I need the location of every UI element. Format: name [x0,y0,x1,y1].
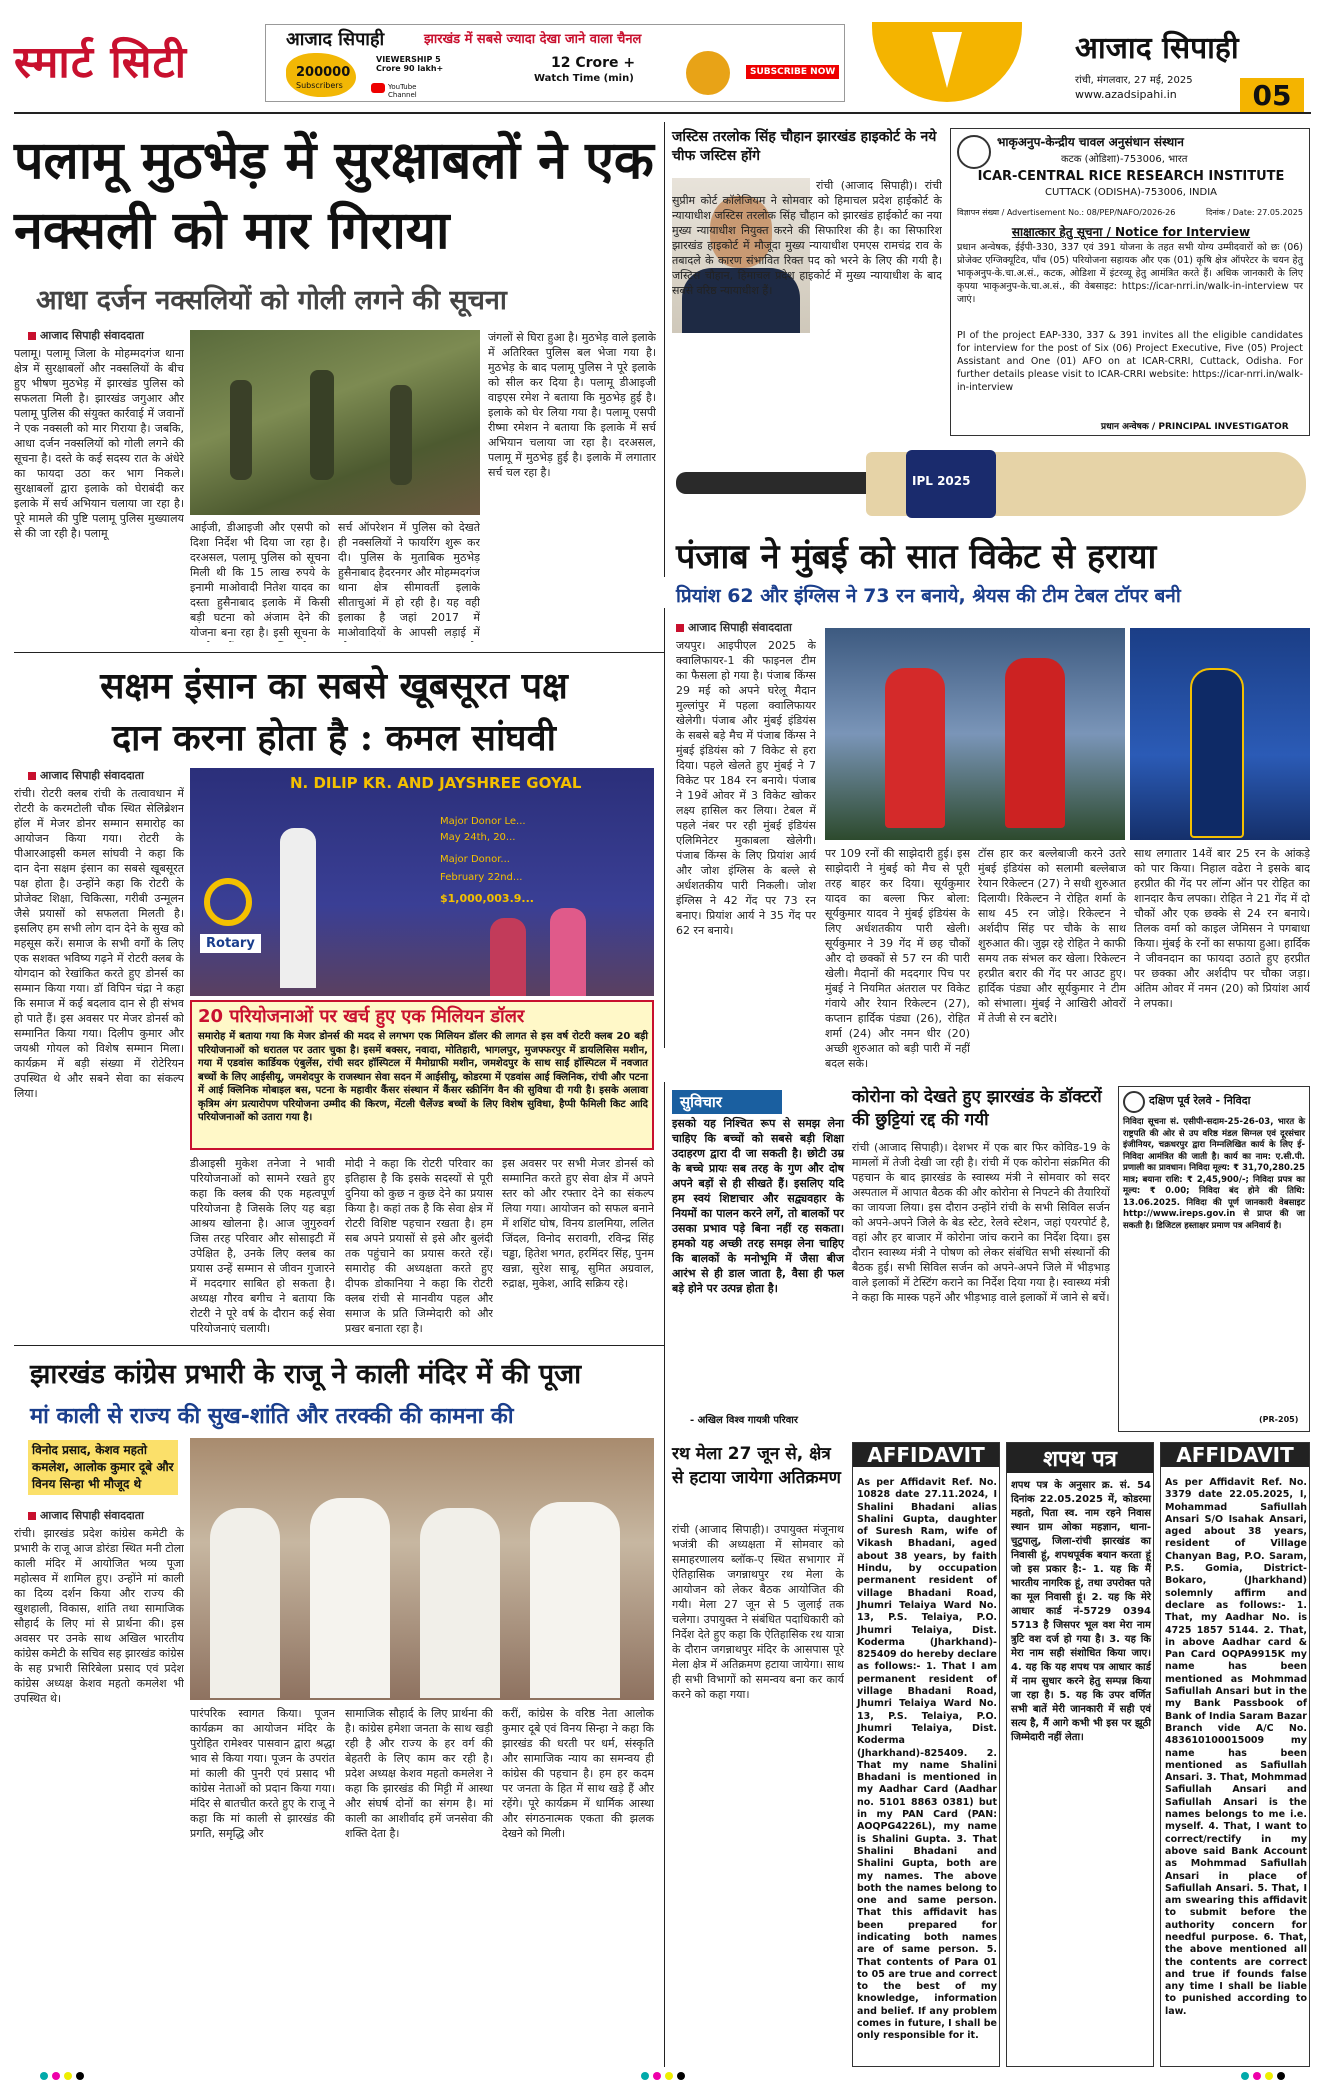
ipl-col3: टॉस हार कर बल्लेबाजी करने उतरे मुंबई इंडियंस को सलामी बल्लेबाज रेयान रिकेल्टन (27) ने सधी शुरुआत दिलायी। रिकेल्टन ने रोहित शर्मा के साथ 45 रन जोड़े। रिकेल्टन ने अर्शदीप सिंह पर चौके के साथ शुरुआत की। जुझ रहे रोहित ने काफी समय तक संभल कर खेला। रिकेल्टन हरप्रीत बरार की गेंद पर आउट हुए। हार्दिक पंड्या और सूर्यकुमार ने टीम को संभाला। मुंबई ने आखिरी ओवरों में तेजी से रन बटोरे। [978,847,1126,1025]
rotary-logo-icon [204,878,252,926]
subscribe-badge: SUBSCRIBE NOW [746,65,839,79]
page-number: 05 [1240,78,1304,114]
photo-label-5: $1,000,003.9... [440,892,534,905]
masthead-rule [14,112,1311,114]
photo-label-1: Major Donor Le... [440,816,526,827]
corona-body: रांची (आजाद सिपाही)। देशभर में एक बार फिर कोविड-19 के मामलों में तेजी देखी जा रही है। रांची में एक कोरोना संक्रमित की पहचान के बाद झारखंड के स्वास्थ्य मंत्री ने सोमवार को सदर अस्पताल में आपात बैठक की और कोरोना से निपटने की तैयारियों का जायजा लिया। इस दौरान उन्होंने रांची के सभी सिविल सर्जन को अपने-अपने जिले के बेड स्टेट, रेलवे स्टेशन, जहां एयरपोर्ट है, वहां और हर बाजार में कोरोना जांच कराने का निर्देश दिया। इस दौरान स्वास्थ्य मंत्री ने पोषण को लेकर संबंधित सभी संस्थानों की बैठक हुई। सभी सिविल सर्जन को अपने-अपने जिले में भीड़भाड़ वाले इलाकों में टेस्टिंग कराने का निर्देश दिया गया है। स्वास्थ्य मंत्री ने कहा कि मास्क पहनें और भीड़भाड़ वाले इलाकों में जाने से बचें। [852,1141,1110,1304]
corona-headline: कोरोना को देखते हुए झारखंड के डॉक्टरों की छुट्टियां रद्द की गयी [852,1087,1102,1130]
thought-author: - अखिल विश्व गायत्री परिवार [690,1415,798,1426]
rotary-project-box [190,1000,654,1150]
story3-headline-line2: दान करना होता है : कमल सांघवी [112,717,556,759]
affidavit-2-body: शपथ पत्र के अनुसार क्र. सं. 54 दिनांक 22.05.2025 में, कोडरमा महतो, पिता स्व. नाम रहने निवास स्थान ग्राम ओका महज्ञान, थाना-चुटुपालु, जिला-रांची झारखंड का निवासी हूं, शपथपूर्वक बयान करता हूं जो इस प्रकार है:- 1. यह कि मैं भारतीय नागरिक हूं, तथा उपरोक्त पते का मूल निवासी हूं। 2. यह कि मेरे आधार कार्ड नं-5729 0394 5713 है जिसपर भूल वश मेरा नाम त्रुटि वश दर्ज हो गया है। 3. यह कि मेरा नाम सही संशोधित किया जाए। 4. यह कि यह शपथ पत्र आधार कार्ड में नाम सुधार करने हेतु सम्पन्न किया जा रहा है। 5. यह कि उपर वर्णित सभी बातें मेरी जानकारी में सही एवं सत्य है, मैं आगे कभी भी इस पर झूठी जिम्मेदारी नहीं लेता। [1011,1480,1151,1743]
registration-marks [40,2072,1285,2082]
icar-city-en: CUTTACK (ODISHA)-753006, INDIA [1044,187,1218,198]
thought-body: इसको यह निश्चित रूप से समझ लेना चाहिए कि बच्चों को सबसे बड़ी शिक्षा उदाहरण द्वारा दी जा सकती है। छोटी उम्र के बच्चे प्रायः सब तरह के गुण और दोष अपने बड़ों से ही सीखते हैं। इसलिए यदि हम स्वयं शिष्टाचार और सद्व्यवहार के नियमों का पालन करने लगें, तो बालकों पर उसका प्रभाव पड़े बिना नहीं रह सकता। हमको यह अच्छी तरह समझ लेना चाहिए कि बालकों के मनोभूमि में जैसा बीज आरंभ से ही डाल जाता है, वैसा ही फल बड़े होने पर उत्पन्न होता है। [672,1117,844,1295]
ipl-col1: जयपुर। आइपीएल 2025 के क्वालिफायर-1 की फाइनल टीम का फैसला हो गया है। पंजाब किंग्स 29 मई को अपने घरेलू मैदान मुल्लांपुर में पहला क्वालिफायर खेलेगी। पंजाब और मुंबई इंडियंस के सबसे बड़े मैच में पंजाब किंग्स ने मुंबई इंडियंस को 7 विकेट से हरा दिया। पहले खेलते हुए मुंबई ने 7 विकेट पर 184 रन बनाये। पंजाब ने 19वें ओवर में 3 विकेट खोकर लक्ष्य हासिल कर लिया। टेबल में पहले नंबर पर रही मुंबई इंडियंस एलिमिनेटर मुकाबला खेलेगी। पंजाब किंग्स के लिए प्रियांश आर्य और जोश इंग्लिस के बल्ले से अर्धशतकीय पारी निकली। जोश इंग्लिस ने 42 गेंद पर 73 रन बनाए। प्रियांश आर्य ने 35 गेंद पर 62 रन बनाये। [676,639,816,937]
site-url: www.azadsipahi.in [1075,88,1177,101]
banner-subs-label: Subscribers [296,81,343,90]
story1-col4: जंगलों से घिरा हुआ है। मुठभेड़ वाले इलाके में अतिरिक्त पुलिस बल भेजा गया है। मुठभेड़ के बाद पलामू पुलिस ने पूरे इलाके को सील कर दिया है। पलामू डीआइजी वाइएस रमेश ने बताया कि मुठभेड़ हुई है। इलाके को घेर लिया गया है। पलामू एसपी रीष्मा रमेशन ने बताया कि इलाके में सर्च अभियान चलाया जा रहा है। दरअसल, पलामू में मुठभेड़ हुई है। इलाके में लगातार सर्च चल रहा है। [488,331,656,479]
ipl-title: IPL 2025 [912,474,971,488]
banner-views: 12 Crore + [551,55,636,71]
ipl-byline: आजाद सिपाही संवाददाता [676,620,792,635]
story1-col1: पलामू। पलामू जिला के मोहम्मदगंज थाना क्षेत्र में सुरक्षाबलों और नक्सलियों के बीच हुए भीषण मुठभेड़ में झारखंड पुलिस को सफलता मिली है। झारखंड जगुआर और पलामू पुलिस की संयुक्त कार्रवाई में जवानों ने एक नक्सली को मार गिराया है। जबकि, आधा दर्जन नक्सलियों को गोली लगने की सूचना है। दस्ते के कई सदस्य रात के अंधेरे का फायदा उठा कर भाग निकले। सुरक्षाबलों द्वारा इलाके को घेराबंदी कर इलाके में सर्च अभियान चलाया जा रहा है। पूरे मामले की पुष्टि पलामू पुलिस मुख्यालय से की जा रही है। पलामू [14,347,184,540]
story4-caption: विनोद प्रसाद, केशव महतो कमलेश, आलोक कुमार दूबे और विनय सिन्हा भी मौजूद थे [28,1440,178,1495]
icar-para-en: PI of the project EAP-330, 337 & 391 invites all the eligible candidates for interview for the post of Six (06) Project Executive, Five (05) Project Assistant and One (01) AFO on at ICAR-CRRI, Cuttack, Odisha. For further details please visit to ICAR-CRRI website: https://icar-nrri.in/walk-in-interview [957,330,1303,393]
story3-col2: डीआइसी मुकेश तनेजा ने भावी परियोजनाओं को सामने रखते हुए कहा कि क्लब की एक महत्वपूर्ण परियोजना है जिसके लिए यह बड़ा आश्रय खोलना है। आज जुगुरुवर्ग जिस तरह परिवार और सोसाइटी में उपेक्षित है, उनके लिए क्लब का प्रयास उन्हें सम्मान से जीवन गुजारने में मददगार साबित हो सकता है। अध्यक्ष गौरव बगीच ने बताया कि रोटरी ने पूरे वर्ष के दौरान कई सेवा परियोजनाएं चलायी। [190,1157,335,1335]
icar-para-hi: प्रधान अन्वेषक, ईईपी-330, 337 एवं 391 योजना के तहत सभी योग्य उम्मीदवारों को छः (06) प्रोजेक्ट एग्जिक्यूटिव, पाँच (05) परियोजना सहायक और एक (01) कृषि क्षेत्र ऑपरेटर के चयन हेतु भाकृअनुप-के.चा.अ.सं., कटक, ओडिशा में इंटरव्यू हेतु आमंत्रित करते हैं। अधिक जानकारी के लिए कृपया भाकृअनुप-के.चा.अ.सं., की वेबसाइट: https://icar-nrri.in/walk-in-interview पर जाएं। [957,242,1303,305]
icar-logo-icon [957,135,991,169]
banner-brand: आजाद सिपाही [286,29,385,50]
photo-banner-text: N. DILIP KR. AND JAYSHREE GOYAL [290,774,582,792]
story4-byline: आजाद सिपाही संवाददाता [28,1508,144,1523]
story4-headline: झारखंड कांग्रेस प्रभारी के राजू ने काली मंदिर में की पूजा [30,1359,582,1390]
affidavit-1-body: As per Affidavit Ref. No. 10828 date 27.11.2024, I Shalini Bhadani alias Shalini Gupta, daughter of Suresh Ram, wife of Vikash Bhadani, aged about 38 years, by faith Hindu, by occupation permanent resident of village Bhadani Road, Jhumri Telaiya Ward No. 13, P.S. Telaiya, P.O. Jhumri Telaiya, Dist. Koderma (Jharkhand)- 825409 do hereby declare as follows:- 1. That I am permanent resident of village Bhadani Road, Jhumri Telaiya Ward No. 13, P.S. Telaiya, P.O. Jhumri Telaiya, Dist. Koderma (Jharkhand)-825409. 2. That my name Shalini Bhadani is mentioned in my Aadhar Card (Aadhar no. 5101 8863 0381) but in my PAN Card (PAN: AOQPG4226L), my name is Shalini Gupta. 3. That Shalini Bhadani and Shalini Gupta, both are my names. The above both the names belong to one and same person. That this affidavit has been prepared for indicating both names are of same person. 5. That contents of Para 01 to 05 are true and correct to the best of my knowledge, information and belief. If any problem comes in future, I shall be only responsible for it. [857,1477,997,2042]
story4-subheadline: मां काली से राज्य की सुख-शांति और तरक्की की कामना की [30,1404,514,1429]
railway-tender [1118,1086,1310,1432]
banner-subs: 200000 [296,65,351,80]
icar-adv-no: विज्ञापन संख्या / Advertisement No.: 08/PEP/NAFO/2026-26 [957,208,1176,217]
icar-name-hi: भाकृअनुप-केन्द्रीय चावल अनुसंधान संस्थान [997,135,1184,149]
story1-byline: आजाद सिपाही संवाददाता [28,328,144,343]
channel-banner [265,24,845,102]
story1-subheadline: आधा दर्जन नक्सलियों को गोली लगने की सूचना [36,285,507,316]
rathmela-body: रांची (आजाद सिपाही)। उपायुक्त मंजूनाथ भजंत्री की अध्यक्षता में सोमवार को समाहरणालय ब्लॉक-ए स्थित सभागार में ऐतिहासिक जगन्नाथपुर रथ मेला के आयोजन को लेकर बैठक आयोजित की गयी। मेला 27 जून से 5 जुलाई तक चलेगा। उपायुक्त ने संबंधित पदाधिकारी को निर्देश देते हुए कहा कि ऐतिहासिक रथ यात्रा के दौरान जगन्नाथपुर मंदिर के आसपास पूरे मेला क्षेत्र में अतिक्रमण हटाया जायेगा। साथ ही सभी विभागों को समन्वय बना कर कार्य करने को कहा गया। [672,1523,844,1701]
ipl-subheadline: प्रियांश 62 और इंग्लिस ने 73 रन बनाये, श्रेयस की टीम टेबल टॉपर बनी [676,585,1181,607]
ipl-photo-batsmen [825,628,1125,840]
story1-headline: पलामू मुठभेड़ में सुरक्षाबलों ने एक नक्सली को मार गिराया [14,130,654,261]
icar-notice: साक्षात्कार हेतु सूचना / Notice for Interview [1011,225,1251,239]
thought-title: सुविचार [672,1090,782,1114]
banner-watch: Watch Time (min) [534,73,634,84]
icar-signature: प्रधान अन्वेषक / PRINCIPAL INVESTIGATOR [1101,422,1289,432]
affidavit-2-title: शपथ पत्र [1007,1443,1153,1473]
photo-label-3: Major Donor... [440,854,510,865]
story2-headline: जस्टिस तरलोक सिंह चौहान झारखंड हाइकोर्ट के नये चीफ जस्टिस होंगे [672,129,937,164]
affidavit-1-title: AFFIDAVIT [853,1443,999,1467]
rotary-event-photo [190,768,654,996]
encounter-photo [190,330,480,515]
banner-viewership: VIEWERSHIP 5 Crore 90 lakh+ [376,55,444,73]
paper-name: आजाद सिपाही [1075,31,1239,66]
ipl-col2: पर 109 रनों की साझेदारी हुई। इस साझेदारी ने मुंबई को मैच से पूरी तरह बाहर कर दिया। सूर्यकुमार यादव का बल्ला फिर बोला: सूर्यकुमार यादव ने मुंबई इंडियंस के लिए अर्धशतकीय पारी खेली। सूर्यकुमार ने 39 गेंद में छह चौकों और दो छक्कों से 57 रन की पारी खेली। मैदानों की मददगार पिच पर मुंबई ने नियमित अंतराल पर विकेट गंवाये और रेयान रिकेल्टन (27), कप्तान हार्दिक पंड्या (26), रोहित शर्मा (24) और नमन धीर (20) अच्छी शुरुआत को बड़ी पारी में नहीं बदल सके। [825,847,970,1070]
story3-col4: इस अवसर पर सभी मेजर डोनर्स को सम्मानित करते हुए सेवा क्षेत्र में अपने स्तर को और रफ्तार देने का संकल्प लिया गया। आयोजन को सफल बनाने में शशिंट घोष, विनय डालमिया, ललित जिंदल, विनोद सरावगी, रविन्द्र सिंह चड्ढा, हितेश भगत, हरमिंदर सिंह, पुनम खन्ना, सुरेश साबू, सुमित अग्रवाल, रुद्राक्ष, मुकेश, आदि सक्रिय रहे। [502,1157,654,1290]
affidavit-1 [852,1442,1000,2067]
story3-headline-line1: सक्षम इंसान का सबसे खूबसूरत पक्ष [100,665,568,707]
story4-col3: सामाजिक सौहार्द के लिए प्रार्थना की है। कांग्रेस हमेशा जनता के साथ खड़ी रही है और राज्य के हर वर्ग की बेहतरी के लिए काम कर रही है। प्रदेश अध्यक्ष केशव महतो कमलेश ने कहा कि झारखंड की मिट्टी में आस्था और संघर्ष दोनों का संगम है। मां काली का आशीर्वाद हमें जनसेवा की शक्ति देता है। [345,1707,493,1840]
icar-date: दिनांक / Date: 27.05.2025 [1206,208,1303,217]
story3-col3: मोदी ने कहा कि रोटरी परिवार का इतिहास है कि इसके सदस्यों से पूरी दुनिया को कुछ न कुछ देने का प्रयास किया है। कहां तक है कि सेवा क्षेत्र में रोटरी विशिष्ट पहचान रखता है। हम सब अपने प्रयासों से इसे और बुलंदी तक पहुंचाने का प्रयास करते रहें। समारोह की अध्यक्षता करते हुए दीपक डोकानिया ने कहा कि रोटरी क्लब रांची से मानवीय पहल और समाज के प्रति जिम्मेदारी को और प्रखर बनाता रहा है। [345,1157,493,1335]
story1-col2: आईजी, डीआइजी और एसपी को दिशा निर्देश भी दिया जा रहा है। दरअसल, पलामू पुलिस को सूचना मिली थी कि 15 लाख रुपये के इनामी माओवादी नितेश यादव का दस्ता हुसैनाबाद इलाके में किसी बड़ी घटना को अंजाम देने की योजना बना रहा है। इसी सूचना के [190,521,330,639]
tender-title: दक्षिण पूर्व रेलवे - निविदा [1149,1094,1251,1107]
rathmela-headline: रथ मेला 27 जून से, क्षेत्र से हटाया जायेगा अतिक्रमण [672,1444,841,1488]
story3-col1: रांची। रोटरी क्लब रांची के तत्वावधान में रोटरी के करमटोली चौक स्थित सेलिब्रेशन हॉल में मेजर डोनर सम्मान समारोह का आयोजन किया गया। रोटरी के पीआरआइसी कमल सांघवी ने कहा कि दान देना सक्षम इंसान का सबसे खूबसूरत पक्ष होता है। उन्होंने कहा कि रोटरी के प्रोजेक्ट शिक्षा, चिकित्सा, गरीबी उन्मूलन जैसे प्रयासों को सफलता मिलती है। इसलिए हम सभी लोग दान देने के सुख को महसूस करें। समाज के सभी वर्गों के लिए एक सशक्त भविष्य गढ़ने में रोटरी क्लब के योगदान को रेखांकित करते हुए डोनर्स का सम्मान किया गया। डॉ विपिन चंद्रा ने कहा कि समाज में कई बदलाव दान से ही संभव हो पाते हैं। इस अवसर पर मेजर डोनर्स को सम्मानित किया गया। दिलीप कुमार और जयश्री गोयल को विशेष सम्मान मिला। कार्यक्रम में बड़ी संख्या में रोटेरियन उपस्थित थे और सबने सेवा का संकल्प लिया। [14,787,184,1100]
icar-ad [950,128,1310,436]
photo-label-2: May 24th, 20... [440,832,516,843]
pen-nib-logo [872,22,1022,102]
affidavit-3-body: As per Affidavit Ref. No. 3379 date 22.05.2025, I, Mohammad Safiullah Ansari S/O Isahak Ansari, aged about 38 years, resident of Village Chanyan Bag, P.O. Saram, P.S. Gomia, District-Bokaro, (Jharkhand) solemnly affirm and declare as follows:- 1. That, my Aadhar No. is 4725 1857 5144. 2. That, in above Aadhar card & Pan Card OQPA9915K my name has been mentioned as Mohmmad Safiullah Ansari but in the my Bank Passbook of Bank of India Saram Bazar Branch vide A/C No. 483610100015009 my name has been mentioned as Safiullah Ansari. 3. That, Mohmmad Safiullah Ansari and Safiullah Ansari is the names belongs to me i.e. myself. 4. That, I want to correct/rectify in my above said Bank Account as Mohmmad Safiullah Ansari in place of Safiullah Ansari. 5. That, I am swearing this affidavit to submit before the authority concern for needful purpose. 6. That, the above mentioned all the contents are correct and true if founds false any time I shall be liable to punished according to law. [1165,1477,1307,2017]
issue-date: रांची, मंगलवार, 27 मई, 2025 [1075,75,1193,86]
tender-tag: (PR-205) [1259,1415,1299,1424]
story4-col4: करीं, कांग्रेस के वरिष्ठ नेता आलोक कुमार दूबे एवं विनय सिन्हा ने कहा कि झारखंड की धरती पर धर्म, संस्कृति और सामाजिक न्याय का समन्वय ही कांग्रेस की पहचान है। हम हर कदम पर जनता के हित में साथ खड़े हैं और रहेंगे। पूरे कार्यक्रम में धार्मिक आस्था और संगठनात्मक एकता की झलक देखने को मिली। [502,1707,654,1840]
temple-puja-photo [190,1438,654,1700]
story4-col2: पारंपरिक स्वागत किया। पूजन कार्यक्रम का आयोजन मंदिर के पुरोहित रामेश्वर पासवान द्वारा श्रद्धा भाव से किया गया। पूजन के उपरांत मां काली की पुनरी एवं प्रसाद भी कांग्रेस नेताओं को प्रदान किया गया। मंदिर से बातचीत करते हुए के राजू ने कहा कि मां काली से झारखंड की प्रगति, समृद्धि और [190,1707,335,1840]
banner-yt: YouTube Channel [388,83,417,99]
affidavit-2 [1006,1442,1154,2067]
rotary-logo-text: Rotary [200,934,261,953]
story3-byline: आजाद सिपाही संवाददाता [28,768,144,783]
affidavit-3-title: AFFIDAVIT [1161,1443,1309,1467]
award-badge-icon [686,51,730,95]
railway-logo-icon [1123,1091,1145,1113]
ipl-bat-banner [676,446,1308,522]
tender-body: निविदा सूचना सं. एसीपी-सदाम-25-26-03, भारत के राष्ट्रपति की ओर से उप वरिष्ठ मंडल सिग्नल एवं दूरसंचार इंजीनियर, चक्रधरपुर द्वारा निम्नलिखित कार्य के लिए ई-निविदा आमंत्रित की जाती है। कार्य का नाम: ए.सी.पी. प्रणाली का प्रावधान। निविदा मूल्य: ₹ 31,70,280.25 मात्र; बयाना राशि: ₹ 2,45,900/-; निविदा प्रपत्र का मूल्य: ₹ 0.00; निविदा बंद होने की तिथि: 13.06.2025. निविदा की पूर्ण जानकारी वेबसाइट http://www.ireps.gov.in से प्राप्त की जा सकती है। डिजिटल हस्ताक्षर प्रमाण पत्र अनिवार्य है। [1123,1117,1305,1231]
photo-label-4: February 22nd... [440,872,523,883]
section-title: स्मार्ट सिटी [14,37,188,88]
icar-name-en: ICAR-CENTRAL RICE RESEARCH INSTITUTE [977,169,1285,184]
youtube-icon [371,83,385,93]
rotary-box-body: समारोह में बताया गया कि मेजर डोनर्स की मदद से लगभग एक मिलियन डॉलर की लागत से इस वर्ष रोटरी क्लब 20 बड़ी परियोजनाओं को धरातल पर उतार चुका है। इसमें बक्सर, नवादा, मोतिहारी, भागलपुर, मुजफ्फरपुर में डायलिसिस मशीन, गया में एडवांस कार्डियक एंबुलेंस, रांची सदर हॉस्पिटल में मैमोग्राफी मशीन, जमशेदपुर के साथ साईं हॉस्पिटल में नवजात बच्चों के लिए आईसीयू, जमशेदपुर के राजस्थान सेवा सदन में आईसीयू, कोडरमा में एडवांस आई क्लिनिक, रांची और पटना में आई क्लिनिक मोबाइल बस, पटना के महावीर कैंसर संस्थान में कैंसर स्क्रीनिंग वैन की सुविधा दी गयी है। इसके अलावा कृत्रिम अंग प्रत्यारोपण परियोजना उम्मीद की किरण, मेंटली चैलेंज्ड बच्चों के लिए विशेष सुविधा, हैप्पी फैमिली किट आदि परियोजनाओं को उतारा गया है। [198,1031,648,1123]
ipl-photo-bowler [1130,628,1310,840]
story2-body: रांची (आजाद सिपाही)। रांची सुप्रीम कोर्ट कॉलेजियम ने सोमवार को हिमाचल प्रदेश हाईकोर्ट के न्यायाधीश जस्टिस तरलोक सिंह चौहान को झारखंड हाईकोर्ट का नया मुख्य न्यायाधीश नियुक्त करने की सिफारिश की है। का सिफारिश झारखंड हाइकोर्ट में मौजूदा मुख्य न्यायाधीश एमएस रामचंद्र राव के तबादले के कारण संभावित रिक्त पद को भरने के लिए की गयी है। जस्टिस चौहान, हिमाचल प्रदेश हाइकोर्ट में मुख्य न्यायाधीश के बाद सबसे वरिष्ठ न्यायाधीश हैं। [672,179,942,297]
affidavit-3 [1160,1442,1310,2067]
ipl-col4: साथ लगातार 14वें बार 25 रन के आंकड़े को पार किया। निहाल वढेरा ने इसके बाद हरप्रीत की गेंद पर लॉन्ग ऑन पर रोहित का शानदार कैच लपका। रोहित ने 21 गेंद में दो चौकों और एक छक्के से 24 रन बनाये। तिलक वर्मा को काइल जेमिसन ने पगबाधा किया। मुंबई के रनों का सफाया हुआ। हार्दिक ने जीवनदान का फायदा उठाते हुए हरप्रीत पर छक्का और अर्शदीप पर चौका जड़ा। अंतिम ओवर में नमन (20) को प्रियांश आर्य ने लपका। [1134,847,1310,1010]
banner-tagline: झारखंड में सबसे ज्यादा देखा जाने वाला चैनल [424,32,642,47]
story4-col1: रांची। झारखंड प्रदेश कांग्रेस कमेटी के प्रभारी के राजू आज डोरंडा स्थित मनी टोला काली मंदिर में आयोजित भव्य पूजा महोत्सव में शामिल हुए। उन्होंने मां काली का दिव्य दर्शन किया और राज्य की खुशहाली, विकास, शांति तथा सामाजिक सौहार्द के लिए मां से प्रार्थना की। इस अवसर पर उनके साथ अखिल भारतीय कांग्रेस कमेटी के सचिव सह झारखंड कांग्रेस के सह प्रभारी सिरिबेला प्रसाद एवं प्रदेश कांग्रेस अध्यक्ष केशव महतो कमलेश भी उपस्थित थे। [14,1527,184,1705]
rotary-box-title: 20 परियोजनाओं पर खर्च हुए एक मिलियन डॉलर [198,1006,525,1027]
story1-col3: सर्च ऑपरेशन में पुलिस को देखते ही नक्सलियों ने फायरिंग शुरू कर दी। पुलिस के मुताबिक मुठभेड़ हुसैनाबाद हैदरनगर और मोहम्मदगंज थाना क्षेत्र सीमावर्ती इलाके सीताचुआं में हो रही है। यह वही इलाका है जहां 2017 में माओवादियों के आपसी लड़ाई में [338,521,480,639]
icar-city-hi: कटक (ओडिशा)-753006, भारत [1061,154,1188,165]
ipl-headline: पंजाब ने मुंबई को सात विकेट से हराया [676,537,1157,577]
